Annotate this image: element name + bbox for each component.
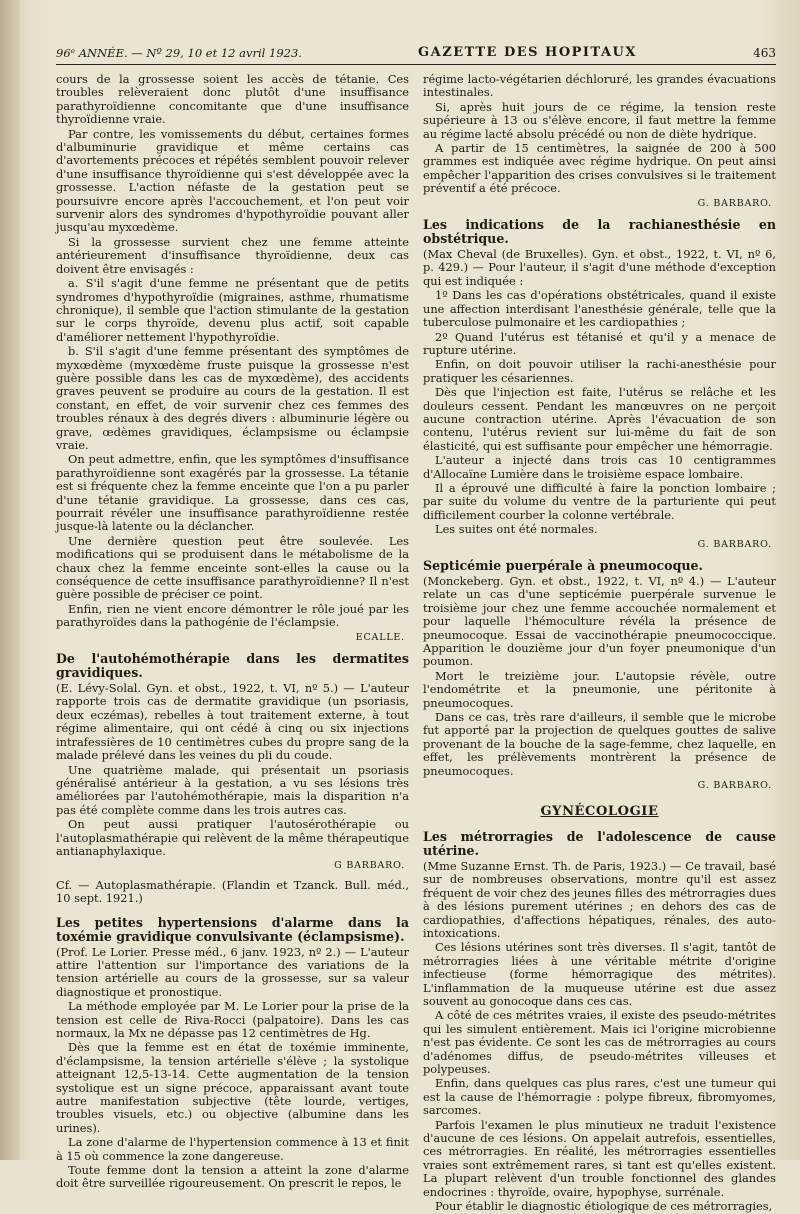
author-signature: G. BARBARO. — [697, 197, 772, 209]
paragraph: La zone d'alarme de l'hypertension commence à 13 et finit à 15 où commence la zone dangereuse. — [56, 1135, 409, 1163]
article-title: Les métrorragies de l'adolescence de cause utérine. — [423, 828, 776, 858]
author-signature: ECALLE. — [355, 631, 405, 643]
paragraph: Parfois l'examen le plus minutieux ne traduit l'existence d'aucune de ces lésions. On appelait autrefois, essentielles, ces métrorragies. En réalité, les métrorragies essentielles vraies sont extrêmement rares, si tant est qu'elles existent. La plupart relèvent d'un trouble fonctionnel des glandes endocrines : thyroïde, ovaire, hypophyse, surrénale. — [423, 1117, 776, 1199]
article-reference: (Monckeberg. Gyn. et obst., 1922, t. VI, nº 4.) — L'auteur relate un cas d'une septicémie puerpérale survenue le troisième jour chez une femme accouchée normalement et pour laquelle l'hémoculture révéla la présence de pneumocoque. Essai de vaccinothérapie pneumococcique. Apparition le douzième jour d'un foyer pneumonique d'un poumon. — [423, 574, 776, 669]
paragraph: L'auteur a injecté dans trois cas 10 centigrammes d'Allocaïne Lumière dans le troisième espace lombaire. — [423, 453, 776, 481]
paragraph: régime lacto-végétarien déchloruré, les grandes évacuations intestinales. — [423, 72, 776, 100]
article-title: Les indications de la rachianesthésie en obstétrique. — [423, 217, 776, 247]
paragraph: Les suites ont été normales. — [435, 522, 598, 537]
page-binding-edge — [0, 0, 20, 1160]
paragraph: Une quatrième malade, qui présentait un psoriasis généralisé antérieur à la gestation, a vu ses lésions très améliorées par l'autohémothérapie, mais la disparition n'a pas été complète comme dans les trois autres cas. — [56, 762, 409, 817]
article-reference: (Prof. Le Lorier. Presse méd., 6 janv. 1923, nº 2.) — L'auteur attire l'attention sur l'importance des variations de la tension artérielle au cours de la grossesse, sur sa valeur diagnostique et pronostique. — [56, 944, 409, 999]
paragraph: cours de la grossesse soient les accès de tétanie. Ces troubles relèveraient donc plutôt d'une insuffisance parathyroïdienne concomitante que d'une insuffisance thyroïdienne vraie. — [56, 72, 409, 127]
paragraph: Par contre, les vomissements du début, certaines formes d'albuminurie gravidique et même certains cas d'avortements précoces et répétés semblent pouvoir relever d'une insuffisance thyroïdienne qui s'est développée avec la grossesse. L'action néfaste de la gestation peut se poursuivre encore après l'accouchement, et l'on peut voir survenir alors des syndromes d'hypothyroïdie pouvant aller jusqu'au myxœdème. — [56, 126, 409, 235]
paragraph: Enfin, rien ne vient encore démontrer le rôle joué par les parathyroïdes dans la pathogénie de l'éclampsie. — [56, 601, 409, 630]
paragraph: Enfin, dans quelques cas plus rares, c'est une tumeur qui est la cause de l'hémorragie : polype fibreux, fibromyomes, sarcomes. — [423, 1076, 776, 1118]
paragraph: Mort le treizième jour. L'autopsie révèle, outre l'endométrite et la pneumonie, une péritonite à pneumocoques. — [423, 668, 776, 710]
paragraph: On peut aussi pratiquer l'autosérothérapie ou l'autoplasmathérapie qui relèvent de la même thérapeutique antianaphylaxique. — [56, 817, 409, 858]
article-title: Les petites hypertensions d'alarme dans la toxémie gravidique convulsivante (éclampsisme). — [56, 914, 409, 944]
paragraph: A partir de 15 centimètres, la saignée de 200 à 500 grammes est indiquée avec régime hydrique. On peut ainsi empêcher l'apparition des crises convulsives si le traitement préventif a été précoce. — [423, 141, 776, 196]
paragraph: Dans ce cas, très rare d'ailleurs, il semble que le microbe fut apporté par la projection de quelques gouttes de salive provenant de la bouche de la sage-femme, chez laquelle, en effet, les prélèvements montrèrent la présence de pneumocoques. — [423, 710, 776, 778]
paragraph: Enfin, on doit pouvoir utiliser la rachi-anesthésie pour pratiquer les césariennes. — [423, 357, 776, 385]
paragraph: La méthode employée par M. Le Lorier pour la prise de la tension est celle de Riva-Rocci (palpatoire). Dans les cas normaux, la Mx ne dépasse pas 12 centimètres de Hg. — [56, 999, 409, 1040]
article-reference: (Max Cheval (de Bruxelles). Gyn. et obst., 1922, t. VI, nº 6, p. 429.) — Pour l'auteur, il s'agit d'une méthode d'exception qui est indiquée : — [423, 247, 776, 288]
article-reference: (E. Lévy-Solal. Gyn. et obst., 1922, t. VI, nº 5.) — L'auteur rapporte trois cas de dermatite gravidique (un psoriasis, deux eczémas), rebelles à tout traitement externe, à tout régime alimentaire, qui ont cédé à cinq ou six injections intrafessières de 10 centimètres cubes du propre sang de la malade prélevé dans les veines du pli du coude. — [56, 681, 409, 763]
left-column — [56, 73, 409, 1214]
author-signature: G. BARBARO. — [697, 780, 772, 792]
page-header — [56, 38, 776, 60]
columns — [56, 73, 776, 1214]
paragraph: Dès que l'injection est faite, l'utérus se relâche et les douleurs cessent. Pendant les manœuvres on ne perçoit aucune contraction utérine. Après l'évacuation de son contenu, l'utérus revient sur lui-même du fait de son élasticité, qui est suffisante pour empêcher une hémorragie. — [423, 385, 776, 453]
right-column — [423, 73, 776, 1214]
paragraph: Toute femme dont la tension a atteint la zone d'alarme doit être surveillée rigoureusement. On prescrit le repos, le — [56, 1163, 409, 1191]
paragraph: On peut admettre, enfin, que les symptômes d'insuffisance parathyroïdienne sont exagérés par la grossesse. La tétanie est si fréquente chez la femme enceinte que l'on a pu parler d'une tétanie gravidique. La grossesse, dans ces cas, pourrait révéler une insuffisance parathyroïdienne restée jusque-là latente ou la déclancher. — [56, 452, 409, 534]
paragraph: Il a éprouvé une difficulté à faire la ponction lombaire ; par suite du volume du ventre de la parturiente qui peut difficilement courber la colonne vertébrale. — [423, 480, 776, 522]
paragraph: Une dernière question peut être soulevée. Les modifications qui se produisent dans le métabolisme de la chaux chez la femme enceinte sont-elles la cause ou la conséquence de cette insuffisance parathyroïdienne? Il n'est guère possible de préciser ce point. — [56, 533, 409, 602]
paragraph: 1º Dans les cas d'opérations obstétricales, quand il existe une affection interdisant l'anesthésie générale, telle que la tuberculose pulmonaire et les cardiopathies ; — [423, 288, 776, 330]
paragraph: Si, après huit jours de ce régime, la tension reste supérieure à 13 ou s'élève encore, il faut mettre la femme au régime lacté absolu précédé ou non de diète hydrique. — [423, 99, 776, 141]
paragraph: Pour établir le diagnostic étiologique de ces métrorragies, — [435, 1199, 773, 1214]
paragraph: 2º Quand l'utérus est tétanisé et qu'il y a menace de rupture utérine. — [423, 329, 776, 357]
author-signature: G BARBARO. — [334, 860, 405, 872]
author-signature: G. BARBARO. — [697, 538, 772, 550]
issue-line: 96ᵉ ANNÉE. — Nº 29, 10 et 12 avril 1923. — [56, 46, 302, 60]
cross-reference: Cf. — Autoplasmathérapie. (Flandin et Tzanck. Bull. méd., 10 sept. 1921.) — [56, 877, 409, 906]
section-heading: GYNÉCOLOGIE — [540, 803, 659, 819]
article-reference: (Mme Suzanne Ernst. Th. de Paris, 1923.) — Ce travail, basé sur de nombreuses observations, montre qu'il est assez fréquent de voir chez des jeunes filles des métrorragies dues à des lésions purement utérines ; en dehors des cas de cardiopathies, d'affections hépatiques, rénales, des auto-intoxications. — [423, 858, 776, 940]
paragraph: Si la grossesse survient chez une femme atteinte antérieurement d'insuffisance thyroïdienne, deux cas doivent être envisagés : — [56, 234, 409, 276]
paragraph: A côté de ces métrites vraies, il existe des pseudo-métrites qui les simulent entièrement. Mais ici l'origine microbienne n'est pas évidente. Ce sont les cas de métrorragies au cours d'adénomes diffus, de pseudo-métrites villeuses et polypeuses. — [423, 1008, 776, 1076]
paragraph: Ces lésions utérines sont très diverses. Il s'agit, tantôt de métrorragies liées à une véritable métrite d'origine infectieuse (forme hémorragique des métrites). L'inflammation de la muqueuse utérine est due assez souvent au gonocoque dans ces cas. — [423, 940, 776, 1008]
paragraph: b. S'il s'agit d'une femme présentant des symptômes de myxœdème (myxœdème fruste puisque la grossesse n'est guère possible dans les cas de myxœdème), des accidents graves peuvent se produire au cours de la gestation. Il est constant, en effet, de voir survenir chez ces femmes des troubles rénaux à des degrés divers : albuminurie légère ou grave, œdèmes gravidiques, éclampsisme ou éclampsie vraie. — [56, 344, 409, 452]
article-title: De l'autohémothérapie dans les dermatites gravidiques. — [56, 651, 409, 681]
header-rule — [56, 64, 776, 65]
paragraph: a. S'il s'agit d'une femme ne présentant que de petits syndromes d'hypothyroïdie (migraines, asthme, rhumatisme chronique), il semble que l'action stimulante de la gestation sur le corps thyroïde, devenu plus actif, soit capable d'améliorer nettement l'hypothyroïdie. — [56, 276, 409, 344]
journal-title: GAZETTE DES HOPITAUX — [418, 45, 637, 60]
page-number: 463 — [753, 46, 776, 60]
paragraph: Dès que la femme est en état de toxémie imminente, d'éclampsisme, la tension artérielle s'élève ; la systolique atteignant 12,5-13-14. Cette augmentation de la tension systolique est un signe précoce, apparaissant avant toute autre manifestation subjective (tête lourde, vertiges, troubles visuels, etc.) ou objective (albumine dans les urines). — [56, 1040, 409, 1135]
article-title: Septicémie puerpérale à pneumocoque. — [423, 558, 703, 573]
